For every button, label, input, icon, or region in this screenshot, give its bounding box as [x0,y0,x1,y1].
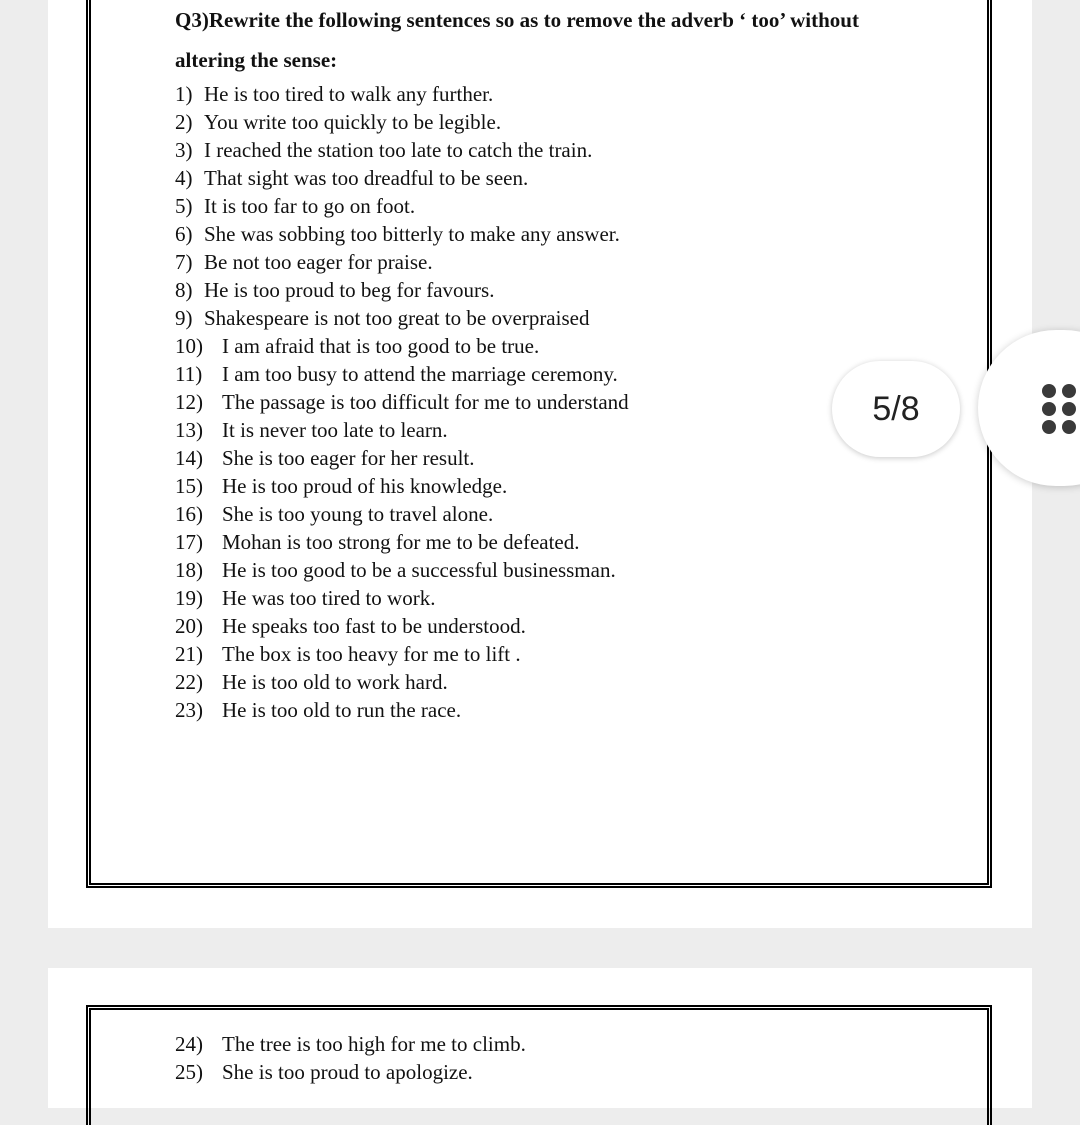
item-text: She is too proud to apologize. [222,1060,473,1084]
item-text: He is too old to run the race. [222,698,462,722]
item-number: 11) [175,362,203,386]
page-indicator[interactable]: 5/8 [832,361,960,457]
list-item [175,556,629,584]
item-number: 21) [175,642,203,666]
item-number: 1) [175,82,193,106]
item-text: Shakespeare is not too great to be overpraised [204,306,590,330]
item-number: 17) [175,530,203,554]
list-item [175,192,629,220]
sentence-list [175,80,629,724]
item-text: I am too busy to attend the marriage ceremony. [222,362,618,386]
item-text: She was sobbing too bitterly to make any answer. [204,222,620,246]
list-item [175,1058,526,1086]
list-item [175,528,629,556]
list-item [175,304,629,332]
list-item [175,220,629,248]
document-page-1 [48,0,1032,928]
item-text: He is too tired to walk any further. [204,82,494,106]
item-text: I reached the station too late to catch the train. [204,138,593,162]
item-text: The box is too heavy for me to lift . [222,642,521,666]
list-item [175,472,629,500]
list-item [175,388,629,416]
list-item [175,668,629,696]
list-item [175,500,629,528]
item-text: It is never too late to learn. [222,418,448,442]
item-number: 19) [175,586,203,610]
item-number: 8) [175,278,193,302]
list-item [175,276,629,304]
grid-dots-icon [1042,384,1076,434]
item-text: He is too proud of his knowledge. [222,474,508,498]
item-text: The passage is too difficult for me to understand [222,390,629,414]
item-text: The tree is too high for me to climb. [222,1032,526,1056]
document-page-2 [48,968,1032,1108]
list-item [175,108,629,136]
list-item [175,248,629,276]
item-number: 6) [175,222,193,246]
list-item [175,332,629,360]
item-text: She is too young to travel alone. [222,502,494,526]
item-number: 15) [175,474,203,498]
item-text: It is too far to go on foot. [204,194,416,218]
item-number: 4) [175,166,193,190]
list-item [175,416,629,444]
question-title: Q3)Rewrite the following sentences so as to remove the adverb ‘ too’ without altering the sense: [175,8,859,72]
item-number: 3) [175,138,193,162]
list-item [175,640,629,668]
item-number: 5) [175,194,193,218]
item-number: 13) [175,418,203,442]
item-text: He was too tired to work. [222,586,436,610]
list-item [175,696,629,724]
item-number: 16) [175,502,203,526]
sentence-list [175,1030,526,1086]
item-number: 10) [175,334,203,358]
item-number: 25) [175,1060,203,1084]
item-text: He is too proud to beg for favours. [204,278,495,302]
item-number: 7) [175,250,193,274]
item-text: I am afraid that is too good to be true. [222,334,540,358]
item-text: She is too eager for her result. [222,446,475,470]
item-text: Mohan is too strong for me to be defeated. [222,530,580,554]
item-text: That sight was too dreadful to be seen. [204,166,529,190]
list-item [175,80,629,108]
list-item [175,584,629,612]
item-text: He is too old to work hard. [222,670,448,694]
item-number: 18) [175,558,203,582]
item-text: He speaks too fast to be understood. [222,614,526,638]
item-text: You write too quickly to be legible. [204,110,502,134]
list-item [175,164,629,192]
item-number: 14) [175,446,203,470]
item-number: 12) [175,390,203,414]
item-number: 20) [175,614,203,638]
list-item [175,136,629,164]
list-item [175,1030,526,1058]
item-number: 22) [175,670,203,694]
list-item [175,360,629,388]
item-number: 2) [175,110,193,134]
item-text: He is too good to be a successful businessman. [222,558,616,582]
item-text: Be not too eager for praise. [204,250,433,274]
list-item [175,444,629,472]
list-item [175,612,629,640]
item-number: 23) [175,698,203,722]
item-number: 24) [175,1032,203,1056]
item-number: 9) [175,306,193,330]
